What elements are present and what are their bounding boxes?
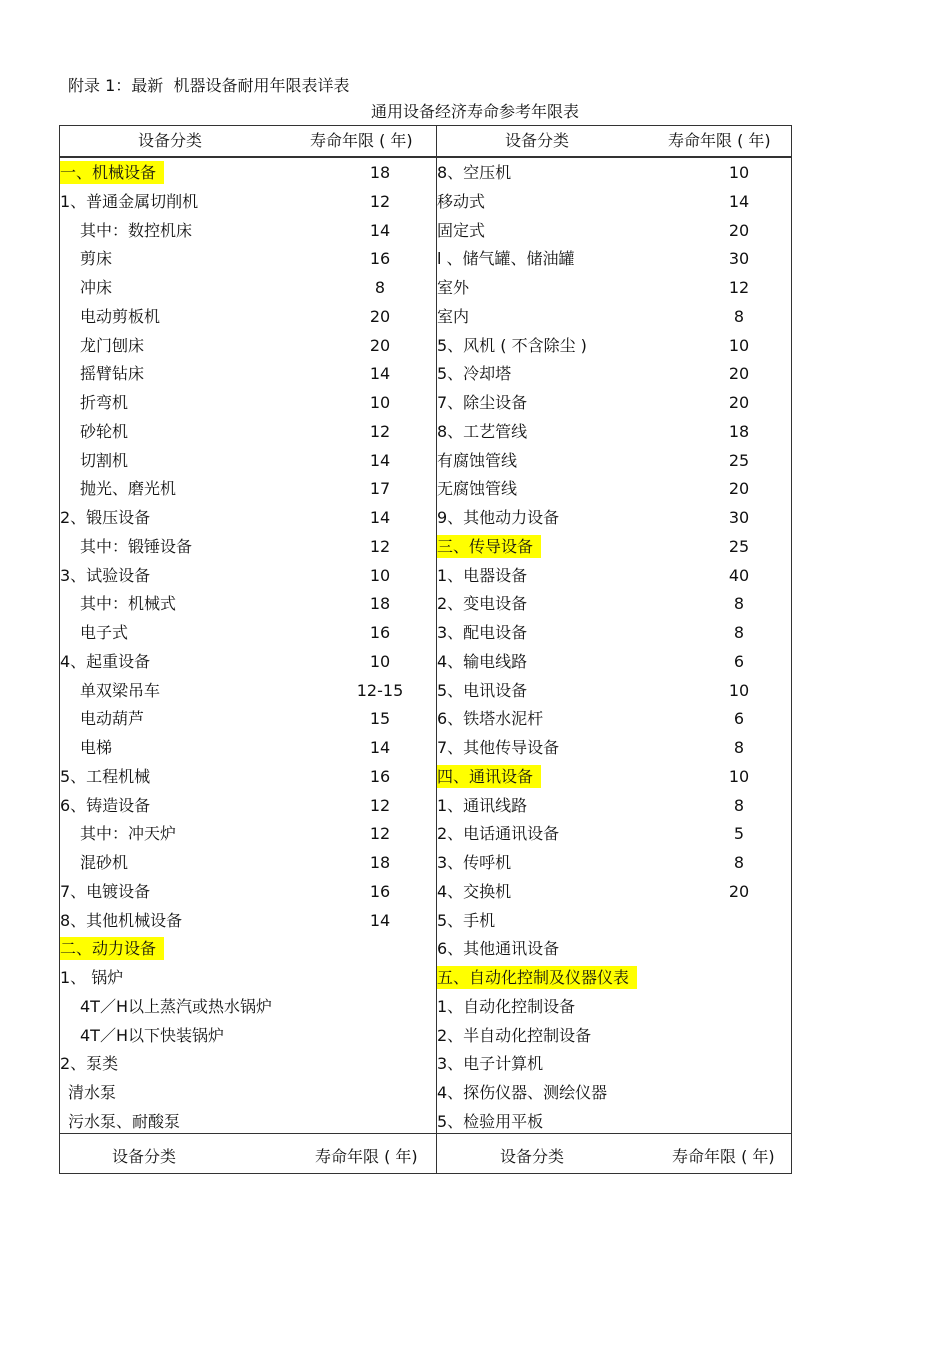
table-row [60,561,436,590]
table-row [437,388,791,417]
equipment-name: 1、 锅炉 [60,968,124,987]
section-heading: 五、自动化控制及仪器仪表 [437,966,637,989]
equipment-name: 砂轮机 [80,421,129,441]
table-row [60,877,436,906]
equipment-name: 折弯机 [80,393,129,412]
service-life-value [699,909,779,932]
equipment-name: 污水泵、耐酸泵 [68,1111,181,1131]
equipment-name: 电动剪板机 [80,306,161,326]
table-row [60,791,436,820]
table-row [437,791,791,820]
equipment-name: 1、自动化控制设备 [437,996,576,1016]
equipment-name: 5、电讯设备 [437,680,528,700]
equipment-name: 8、其他机械设备 [60,910,183,930]
table-row [60,1078,436,1107]
service-life-value: 8 [733,738,745,757]
service-life-value: 10 [728,163,750,182]
equipment-name: 1、电器设备 [437,565,528,585]
service-life-value [699,937,779,960]
equipment-name: 清水泵 [68,1083,117,1102]
equipment-name: 4、探伤仪器、测绘仪器 [437,1083,608,1102]
table-row [437,417,791,446]
equipment-name: 3、试验设备 [60,565,151,585]
table-row [437,216,791,245]
service-life-value [340,1052,420,1075]
table-row [60,589,436,618]
service-life-value: 30 [728,508,750,527]
table-row [60,848,436,877]
section-heading: 一、机械设备 [60,161,164,184]
table-row [60,388,436,417]
equipment-name: 其中：冲天炉 [80,824,177,844]
table-row [60,819,436,848]
service-life-value [340,1024,420,1047]
table-row [60,733,436,762]
service-life-value: 8 [733,306,745,326]
equipment-name: 固定式 [437,220,486,240]
service-life-value: 12 [369,824,391,844]
right-column [437,158,791,1136]
service-life-value: 14 [369,910,391,930]
table-row [437,302,791,331]
service-life-value [699,1024,779,1047]
section-heading: 二、动力设备 [60,937,164,960]
equipment-name: 单双梁吊车 [80,680,161,700]
equipment-name: 有腐蚀管线 [437,450,518,470]
service-life-value: 17 [369,479,391,499]
table-row [437,359,791,388]
table-row [437,848,791,877]
service-life-value: 20 [728,479,750,499]
service-life-value [699,966,779,989]
equipment-name: 剪床 [80,249,113,269]
table-row [60,532,436,561]
table-row [60,446,436,475]
service-life-value: 16 [369,249,391,269]
equipment-name: 8、工艺管线 [437,421,528,441]
table-row [60,963,436,992]
table-row [60,331,436,360]
equipment-name: 4T／H以下快装锅炉 [80,1025,224,1045]
equipment-name: 2、泵类 [60,1054,119,1074]
table-row [60,762,436,791]
table-row [437,1107,791,1136]
service-life-value: 18 [369,853,391,872]
equipment-name: 4、起重设备 [60,651,151,671]
service-life-value [340,937,420,960]
service-life-value: 16 [369,623,391,642]
header-right-life: 寿命年限 ( 年) [668,131,771,150]
service-life-value: 8 [733,853,745,872]
table-row [60,676,436,705]
service-life-value: 10 [728,766,750,786]
service-life-value: 20 [728,393,750,412]
equipment-name: 7、除尘设备 [437,393,528,412]
table-row [60,934,436,963]
table-row [437,704,791,733]
equipment-name: 5、工程机械 [60,766,151,786]
equipment-name: 4、输电线路 [437,651,528,671]
table-row [60,302,436,331]
table-row [437,762,791,791]
service-life-value: 14 [369,738,391,757]
header-right-category: 设备分类 [505,131,570,150]
left-column [60,158,436,1136]
service-life-value: 10 [728,335,750,355]
service-life-value [340,1110,420,1133]
table-row [60,244,436,273]
service-life-value: 12-15 [356,680,404,700]
table-row [437,877,791,906]
service-life-value: 12 [369,536,391,556]
equipment-name: 6、其他通讯设备 [437,939,560,959]
service-life-value [340,966,420,989]
table-row [437,1078,791,1107]
table-row [60,273,436,302]
equipment-name: 5、手机 [437,910,496,930]
table-row [60,992,436,1021]
equipment-name: 5、风机 ( 不含除尘 ) [437,335,587,355]
table-row [60,906,436,935]
equipment-name: 4T／H以上蒸汽或热水锅炉 [80,996,272,1016]
equipment-name: 2、变电设备 [437,594,528,614]
table-row [437,503,791,532]
service-life-value: 18 [369,163,391,182]
service-life-value: 16 [369,766,391,786]
equipment-name: 2、锻压设备 [60,508,151,527]
equipment-name: 3、电子计算机 [437,1054,544,1074]
equipment-name: 其中：锻锤设备 [80,536,193,556]
header-left-category: 设备分类 [138,131,203,150]
service-life-value: 30 [728,249,750,269]
service-life-value: 10 [369,565,391,585]
footer-right-life: 寿命年限 ( 年) [672,1147,775,1166]
table-row [437,733,791,762]
service-life-value [699,1081,779,1104]
table-row [437,647,791,676]
service-life-value: 12 [369,421,391,441]
service-life-value: 8 [733,623,745,642]
header-left-life: 寿命年限 ( 年) [310,131,413,150]
table-title: 通用设备经济寿命参考年限表 [370,102,579,121]
service-life-value: 10 [728,680,750,700]
equipment-name: 冲床 [80,278,113,297]
equipment-name: 1、普通金属切削机 [60,191,199,211]
equipment-name: 移动式 [437,191,486,211]
equipment-name: 6、铁塔水泥杆 [437,709,544,729]
table-row [437,819,791,848]
table-row [437,906,791,935]
service-life-value: 20 [728,220,750,240]
service-life-value: 12 [728,278,750,297]
table-row [437,963,791,992]
table-row [437,331,791,360]
equipment-name: 8、空压机 [437,163,512,182]
service-life-value: 20 [728,881,750,901]
service-life-value: 12 [369,795,391,815]
section-heading: 三、传导设备 [437,535,541,558]
table-row [437,676,791,705]
equipment-name: 摇臂钻床 [80,364,145,384]
service-life-value [699,1052,779,1075]
table-row [437,618,791,647]
table-row [60,216,436,245]
table-row [437,561,791,590]
table-row [437,532,791,561]
service-life-value [699,995,779,1018]
table-row [60,158,436,187]
table-row [437,158,791,187]
equipment-name: 室内 [437,306,470,326]
table-row [437,934,791,963]
service-life-value: 20 [369,335,391,355]
equipment-name: 2、半自动化控制设备 [437,1025,592,1045]
table-row [437,273,791,302]
service-life-value [340,995,420,1018]
service-life-value: 18 [728,421,750,441]
equipment-name: 电梯 [80,738,113,757]
table-row [60,359,436,388]
service-life-value: 8 [733,594,745,614]
table-row [60,1107,436,1136]
table-row [437,474,791,503]
document-title: 附录 1：最新 机器设备耐用年限表详表 [68,76,350,95]
table-row [437,589,791,618]
table-row [437,446,791,475]
table-row [60,1021,436,1050]
footer-left-life: 寿命年限 ( 年) [315,1147,418,1166]
equipment-name: 其中：机械式 [80,594,177,614]
table-row [60,503,436,532]
equipment-name: 4、交换机 [437,881,512,901]
equipment-name: 混砂机 [80,853,129,872]
service-life-value [699,1110,779,1133]
service-life-value: 14 [369,364,391,384]
equipment-name: 龙门刨床 [80,335,145,355]
service-life-value: 8 [733,795,745,815]
service-life-value: 6 [733,709,745,729]
service-life-value: 14 [369,508,391,527]
equipment-name: 电子式 [80,623,129,642]
equipment-name: l 、储气罐、储油罐 [437,249,575,269]
table-row [437,1049,791,1078]
service-life-value: 20 [369,306,391,326]
equipment-name: 其中：数控机床 [80,220,193,240]
table-row [437,1021,791,1050]
table-row [60,187,436,216]
service-life-value [340,1081,420,1104]
section-heading: 四、通讯设备 [437,765,541,788]
service-life-value: 15 [369,709,391,729]
table-row [60,618,436,647]
service-life-value: 25 [728,536,750,556]
service-life-value: 18 [369,594,391,614]
equipment-name: 3、传呼机 [437,853,512,872]
table-row [60,417,436,446]
equipment-name: 切割机 [80,450,129,470]
table-row [60,704,436,733]
equipment-name: 6、铸造设备 [60,795,151,815]
service-life-value: 25 [728,450,750,470]
table-row [437,992,791,1021]
equipment-name: 9、其他动力设备 [437,508,560,527]
table-row [437,244,791,273]
equipment-name: 5、检验用平板 [437,1111,544,1131]
equipment-name: 2、电话通讯设备 [437,824,560,844]
equipment-name: 电动葫芦 [80,709,145,729]
service-life-value: 20 [728,364,750,384]
equipment-name: 5、冷却塔 [437,364,512,384]
table-row [437,187,791,216]
service-life-value: 14 [728,191,750,211]
footer-left-category: 设备分类 [112,1147,177,1166]
table-row [60,647,436,676]
equipment-name: 7、电镀设备 [60,881,151,901]
table-row [60,1049,436,1078]
service-life-value: 40 [728,565,750,585]
service-life-value: 14 [369,450,391,470]
service-life-value: 10 [369,651,391,671]
service-life-value: 10 [369,393,391,412]
service-life-value: 6 [733,651,745,671]
equipment-name: 1、通讯线路 [437,795,528,815]
equipment-name: 抛光、磨光机 [80,479,177,499]
service-life-value: 8 [374,278,386,297]
service-life-value: 16 [369,881,391,901]
table-row [60,474,436,503]
equipment-name: 室外 [437,278,470,297]
equipment-name: 7、其他传导设备 [437,738,560,757]
service-life-value: 5 [733,824,745,844]
service-life-value: 12 [369,191,391,211]
footer-right-category: 设备分类 [500,1147,565,1166]
equipment-name: 3、配电设备 [437,623,528,642]
service-life-value: 14 [369,220,391,240]
equipment-name: 无腐蚀管线 [437,479,518,499]
